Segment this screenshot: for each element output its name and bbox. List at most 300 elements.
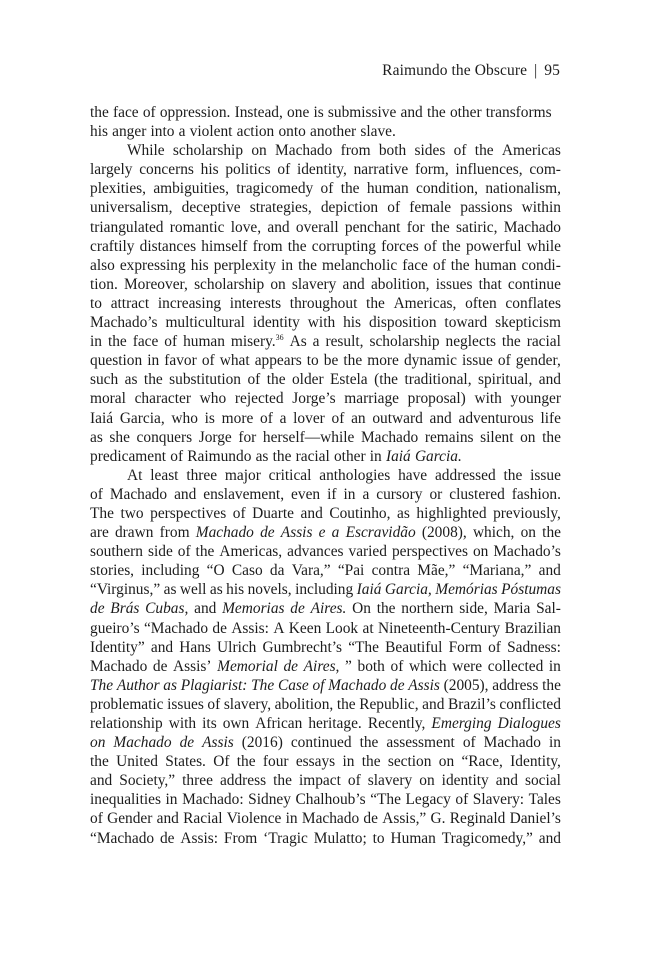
word: life: [540, 409, 561, 427]
word: for: [238, 428, 257, 446]
word: in: [548, 657, 561, 675]
word: and: [342, 275, 365, 293]
word: Mulatto;: [313, 829, 367, 847]
word: addressed: [434, 466, 496, 484]
word: and: [495, 772, 518, 790]
word: Machado: [503, 218, 561, 236]
word: major: [224, 466, 261, 484]
word: of: [347, 772, 361, 790]
text-line: [90, 313, 561, 332]
word: his: [343, 314, 362, 332]
word: and: [150, 638, 174, 656]
word: one: [287, 104, 310, 121]
word: face: [132, 333, 159, 351]
word: previously,: [493, 504, 561, 522]
word: at: [362, 619, 374, 637]
word: his: [190, 256, 209, 274]
word: e: [318, 524, 326, 542]
word: of: [455, 791, 469, 809]
word: of: [247, 371, 261, 389]
word: Daniel’s: [509, 810, 561, 828]
text-line: [90, 351, 561, 370]
word: advances: [287, 543, 344, 561]
word: in: [342, 753, 355, 771]
word: “Mariana,”: [462, 562, 532, 580]
word: cursory: [376, 485, 423, 503]
word: of: [90, 810, 103, 828]
word: Machado’s: [493, 543, 561, 561]
word: three: [186, 466, 218, 484]
word: conflicted: [499, 695, 561, 713]
word: traditional,: [404, 371, 472, 389]
word: both: [378, 142, 407, 160]
word: identity,: [296, 161, 347, 179]
word: of: [312, 676, 325, 694]
word: Iaiá: [90, 409, 114, 427]
word: of: [331, 409, 345, 427]
word: On: [352, 600, 371, 618]
text-line: [90, 714, 561, 733]
word: issues: [167, 695, 204, 713]
word: and: [538, 829, 561, 847]
word: Jorge’s: [292, 390, 336, 408]
word: de: [260, 524, 275, 542]
word: Machado’s: [90, 314, 158, 332]
word: such: [90, 371, 119, 389]
word: contra: [371, 562, 411, 580]
word: skepticism: [495, 314, 561, 332]
word: “Machado: [90, 829, 155, 847]
word: on: [472, 543, 489, 561]
word: Garcia,: [119, 409, 165, 427]
word: of: [432, 256, 446, 274]
word: the: [143, 371, 163, 389]
word: action: [236, 123, 275, 141]
word: Americas,: [219, 543, 283, 561]
word: issue: [530, 466, 561, 484]
word: character: [134, 390, 191, 408]
word: into: [150, 123, 175, 141]
word: in: [369, 447, 382, 465]
word: Sadness:: [507, 638, 561, 656]
word: Form: [448, 638, 482, 656]
text-line: [90, 218, 561, 237]
word: the: [366, 294, 385, 312]
text-line: [90, 275, 561, 294]
word: collected: [487, 657, 544, 675]
word: the: [501, 333, 521, 351]
word: a: [178, 123, 186, 141]
word: favor: [164, 352, 197, 370]
word: proposal): [407, 390, 466, 408]
word: ambiguities,: [153, 180, 229, 198]
word: de: [283, 657, 299, 675]
word: the: [298, 256, 317, 274]
word: human: [183, 333, 225, 351]
word: which: [408, 657, 447, 675]
word: and: [194, 600, 217, 618]
word: Iaiá: [356, 581, 382, 599]
word: Sidney: [248, 791, 291, 809]
word: “Pai: [337, 562, 365, 580]
word: as: [163, 581, 177, 599]
text-line: [90, 619, 561, 638]
word: Violence: [226, 810, 282, 828]
word: Assis: [408, 676, 440, 694]
word: and: [156, 810, 179, 828]
word: de: [152, 657, 168, 675]
word: Society,”: [119, 772, 176, 790]
word: she: [109, 428, 130, 446]
word: face: [113, 104, 139, 121]
text-line: [90, 485, 561, 504]
word: Coutinho,: [329, 504, 391, 522]
text-line: [90, 103, 561, 122]
word: attract: [110, 294, 150, 312]
text-line: [90, 237, 561, 256]
word: scholarship: [172, 142, 244, 160]
word: identity: [252, 314, 300, 332]
word: Recently,: [367, 715, 426, 732]
word: Racial: [183, 810, 223, 828]
word: moral: [90, 390, 126, 408]
word: Dialogues: [497, 715, 561, 732]
word: of: [201, 352, 215, 370]
word: and: [90, 772, 113, 790]
word: racial: [526, 333, 561, 351]
word: Assis: [202, 734, 234, 752]
word: predicament: [90, 447, 167, 465]
running-head-separator: |: [534, 62, 538, 79]
word: Human: [390, 829, 436, 847]
word: other: [449, 104, 482, 121]
word: transforms: [485, 104, 552, 121]
word: as: [397, 504, 410, 522]
text-line: [90, 447, 561, 466]
word: in: [285, 810, 298, 828]
word: of: [488, 638, 501, 656]
text-line: [90, 676, 561, 695]
word: of: [170, 447, 184, 465]
text-line: [90, 829, 561, 848]
word: also: [90, 256, 115, 274]
word: remains: [424, 428, 474, 446]
word: corrupting: [311, 237, 376, 255]
word: northern: [401, 600, 454, 618]
word: problematic: [90, 695, 164, 713]
word: Machado: [275, 142, 333, 160]
text-line: [90, 504, 561, 523]
word: human: [474, 256, 517, 274]
text-line: [90, 122, 561, 141]
word: highlighted: [416, 504, 487, 522]
word: impact: [298, 772, 341, 790]
word: While: [127, 142, 165, 160]
word: Chalhoub’s: [295, 791, 366, 809]
word: Escravidão: [345, 524, 416, 542]
word: deceptive: [181, 199, 241, 217]
word: a: [279, 409, 287, 427]
word: section: [387, 753, 432, 771]
word: Keen: [288, 619, 322, 637]
word: da: [269, 562, 285, 580]
word: are: [90, 524, 109, 542]
word: nationalism,: [485, 180, 561, 198]
word: expressing: [119, 256, 186, 274]
word: clustered: [449, 485, 505, 503]
word: outward: [372, 409, 423, 427]
word: Nineteenth-Century: [377, 619, 501, 637]
word: concerns: [139, 161, 194, 179]
word: romantic: [169, 218, 225, 236]
word: continue: [507, 275, 561, 293]
word: narrative: [353, 161, 409, 179]
word: substitution: [169, 371, 242, 389]
word: passions: [460, 199, 513, 217]
text-line: [90, 141, 561, 160]
running-head: [382, 61, 560, 81]
word: Assis’: [173, 657, 212, 675]
word: including: [141, 562, 200, 580]
word: in: [343, 485, 356, 503]
word: Póstumas: [501, 581, 561, 599]
word: that: [478, 275, 502, 293]
word: de: [363, 810, 378, 828]
word: de: [179, 734, 195, 752]
word: Look: [325, 619, 359, 637]
word: interests: [229, 294, 282, 312]
word: and: [538, 562, 561, 580]
word: Machado: [483, 734, 541, 752]
word: from: [340, 142, 371, 160]
word: Brazil’s: [447, 695, 496, 713]
word: slavery: [367, 772, 413, 790]
word: to: [306, 352, 319, 370]
word: satiric,: [456, 218, 498, 236]
text-line: [90, 428, 561, 447]
word: issue: [462, 352, 493, 370]
word: Iaiá: [385, 447, 411, 465]
word: fashion.: [511, 485, 561, 503]
word: form,: [414, 161, 449, 179]
word: love,: [230, 218, 262, 236]
word: three: [182, 772, 213, 790]
word: Memorial: [217, 657, 278, 675]
word: Reginald: [449, 810, 506, 828]
word: drawn: [114, 524, 154, 542]
word: to: [372, 829, 385, 847]
word: (the: [374, 371, 399, 389]
word: the: [266, 371, 286, 389]
word: “The: [370, 791, 401, 809]
word: misery.$^{36}$: [230, 333, 284, 351]
word: gueiro’s: [90, 619, 140, 637]
word: Americas,: [393, 294, 457, 312]
word: disposition: [368, 314, 437, 332]
word: Jorge: [198, 428, 232, 446]
word: with: [307, 314, 336, 332]
word: toward: [444, 314, 488, 332]
word: penchant: [344, 218, 401, 236]
word: two: [120, 504, 144, 522]
word: Beautiful: [385, 638, 443, 656]
word: Garcia.: [414, 447, 462, 465]
word: older: [291, 371, 324, 389]
word: within: [521, 199, 561, 217]
word: abolition,: [370, 275, 430, 293]
word: and: [174, 485, 197, 503]
word: the: [195, 543, 215, 561]
word: United: [116, 753, 158, 771]
word: (2008),: [421, 524, 467, 542]
word: conflates: [505, 294, 561, 312]
word: and: [400, 104, 423, 121]
word: younger: [510, 390, 561, 408]
word: of: [260, 409, 273, 427]
text-line: [90, 389, 561, 408]
word: powerful: [465, 237, 522, 255]
word: who: [171, 409, 198, 427]
word: and: [267, 218, 290, 236]
word: “The: [348, 638, 379, 656]
word: The: [251, 676, 275, 694]
text-line: [90, 294, 561, 313]
word: politics: [225, 161, 271, 179]
word: in: [165, 791, 178, 809]
word: the: [542, 676, 561, 694]
word: as: [163, 676, 177, 694]
word: social: [525, 772, 561, 790]
word: racial: [295, 447, 330, 465]
word: of: [142, 104, 156, 121]
word: if: [327, 485, 337, 503]
word: Caso: [231, 562, 263, 580]
word: Machado: [301, 810, 360, 828]
word: overall: [295, 218, 339, 236]
word: an: [351, 409, 366, 427]
word: “Virginus,”: [90, 581, 161, 599]
word: onto: [278, 123, 306, 141]
word: Hans: [179, 638, 211, 656]
footnote-marker: 36: [275, 333, 284, 342]
text-line: [90, 752, 561, 771]
word: the: [426, 104, 446, 121]
word: as: [209, 581, 223, 599]
word: is: [204, 409, 215, 427]
word: more: [367, 352, 399, 370]
word: spiritual,: [478, 371, 533, 389]
word: de: [290, 600, 305, 618]
word: issues: [435, 275, 473, 293]
word: a: [312, 333, 320, 351]
word: Raimundo: [187, 447, 252, 465]
word: on: [520, 428, 536, 446]
word: appears: [254, 352, 302, 370]
word: Machado: [360, 428, 419, 446]
word: in: [90, 333, 102, 351]
word: essays: [295, 753, 336, 771]
text-line: [90, 409, 561, 428]
word: of: [90, 485, 103, 503]
word: strategies,: [249, 199, 312, 217]
word: the: [441, 237, 461, 255]
word: least: [150, 466, 179, 484]
word: condi-: [521, 256, 561, 274]
word: southern: [90, 543, 144, 561]
word: and: [538, 371, 561, 389]
word: condition,: [416, 180, 478, 198]
word: of: [232, 504, 246, 522]
word: Plagiarist:: [180, 676, 248, 694]
word: face: [402, 256, 428, 274]
word: tion.: [90, 275, 118, 293]
text-line: [90, 790, 561, 809]
word: States.: [165, 753, 206, 771]
word: The: [90, 676, 114, 694]
word: of: [462, 734, 476, 752]
word: distances: [139, 237, 197, 255]
word: “Machado: [143, 619, 209, 637]
word: neglects: [445, 333, 496, 351]
word: Machado: [113, 734, 172, 752]
word: address: [492, 676, 539, 694]
word: the: [273, 772, 292, 790]
word: throughout: [289, 294, 358, 312]
word: Gumbrecht’s: [262, 638, 343, 656]
word: the: [430, 218, 450, 236]
word: the: [503, 466, 523, 484]
word: Sal-: [536, 600, 561, 618]
word: sides: [414, 142, 446, 160]
word: the: [474, 142, 494, 160]
body-text: [90, 103, 561, 848]
word: abolition,: [274, 695, 334, 713]
word: de: [390, 676, 405, 694]
text-line: [90, 695, 561, 714]
word: increasing: [157, 294, 222, 312]
word: Tragicomedy,”: [441, 829, 533, 847]
text-line: [90, 179, 561, 198]
word: on: [520, 524, 536, 542]
word: Mãe,”: [417, 562, 456, 580]
word: have: [398, 466, 428, 484]
text-line: [90, 332, 561, 351]
word: tragicomedy: [236, 180, 314, 198]
word: more: [221, 409, 254, 427]
word: Tales: [528, 791, 561, 809]
word: Garcia,: [384, 581, 432, 599]
word: even: [291, 485, 321, 503]
word: and: [422, 695, 445, 713]
word: side: [147, 543, 173, 561]
text-line: [90, 771, 561, 790]
word: with: [168, 715, 197, 732]
word: address: [219, 772, 267, 790]
word: of: [320, 180, 334, 198]
word: on: [438, 753, 455, 771]
word: of: [277, 161, 291, 179]
word: Identity”: [90, 638, 145, 656]
word: (2005),: [443, 676, 489, 694]
word: other: [333, 447, 366, 465]
word: Aires.: [310, 600, 347, 618]
word: scholarship: [369, 333, 440, 351]
word: influences,: [455, 161, 523, 179]
word: Machado: [328, 676, 387, 694]
word: Assis:: [180, 829, 219, 847]
word: G.: [430, 810, 446, 828]
word: varied: [348, 543, 387, 561]
